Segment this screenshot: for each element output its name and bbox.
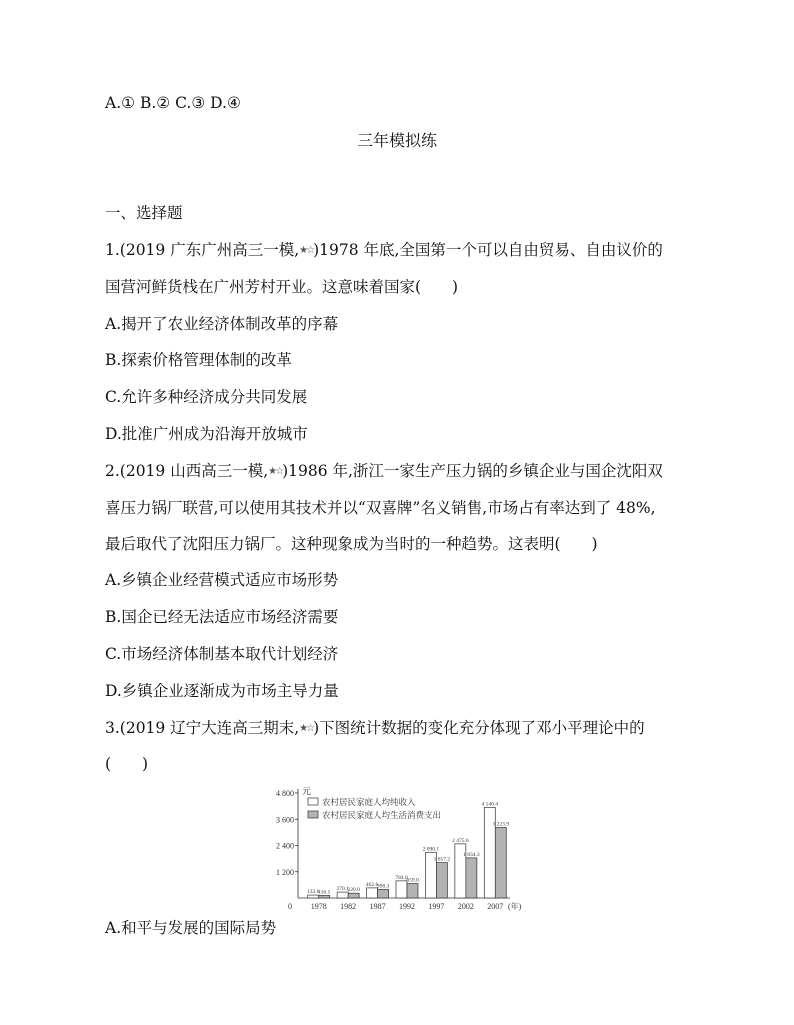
- data-label: 2 090.1: [422, 846, 440, 853]
- bar-income: [367, 888, 378, 898]
- x-tick-label: 2007: [487, 902, 504, 911]
- previous-question-options: A.① B.② C.③ D.④: [105, 94, 241, 112]
- data-label: 4 140.4: [481, 801, 499, 808]
- q3-source: 3.(2019 辽宁大连高三期末,: [105, 719, 300, 737]
- q3-stem: )下图统计数据的变化充分体现了邓小平理论中的: [313, 719, 645, 737]
- bar-expense: [378, 889, 389, 898]
- star-icon: ★☆: [268, 466, 283, 477]
- q3-option-a: A.和平与发展的国际局势: [105, 919, 277, 937]
- x-axis-unit-label: (年): [508, 902, 522, 911]
- q1-option-c: C.允许多种经济成分共同发展: [105, 388, 308, 406]
- legend-swatch: [308, 811, 318, 818]
- data-label: 3 223.9: [492, 821, 510, 828]
- bar-expense: [319, 895, 330, 898]
- data-label: 398.3: [376, 883, 390, 890]
- bar-expense: [436, 863, 447, 898]
- part-heading: 一、选择题: [105, 204, 183, 222]
- bar-expense: [495, 827, 506, 898]
- x-tick-label: 1978: [310, 902, 327, 911]
- q1-option-d: D.批准广州成为沿海开放城市: [105, 425, 308, 443]
- q2-option-b: B.国企已经无法适应市场经济需要: [105, 608, 339, 626]
- bar-expense: [348, 893, 359, 898]
- y-tick-label: 1 200: [276, 867, 294, 877]
- origin-label: 0: [288, 902, 292, 911]
- data-label: 270.1: [336, 886, 349, 893]
- q2-line2: 喜压力锅厂联营,可以使用其技术并以“双喜牌”名义销售,市场占有率达到了 48%,: [105, 499, 656, 517]
- q1-line1: [105, 240, 663, 263]
- y-tick-label: 4 800: [276, 789, 294, 798]
- bar-expense: [466, 858, 477, 898]
- y-tick-label: 3 600: [276, 815, 294, 825]
- star-icon: ★☆: [299, 245, 314, 256]
- legend-label: 农村居民家庭人均纯收入: [322, 797, 416, 807]
- y-axis-unit-label: 元: [302, 786, 312, 796]
- bar-income: [308, 895, 319, 898]
- q1-option-b: B.探索价格管理体制的改革: [105, 351, 292, 369]
- q2-line3: 最后取代了沈阳压力锅厂。这种现象成为当时的一种趋势。这表明( ): [105, 535, 598, 553]
- section-title: 三年模拟练: [356, 131, 437, 150]
- x-tick-label: 2002: [457, 902, 474, 911]
- star-icon: ★☆: [299, 723, 314, 734]
- q2-option-a: A.乡镇企业经营模式适应市场形势: [105, 571, 339, 589]
- data-label: 462.6: [365, 881, 379, 888]
- legend-label: 农村居民家庭人均生活消费支出: [322, 810, 442, 820]
- data-label: 1 617.2: [433, 856, 451, 863]
- data-label: 133.6: [307, 889, 320, 896]
- data-label: 116.1: [318, 889, 331, 896]
- q3-line1: [105, 718, 645, 741]
- q2-line1: [105, 461, 663, 484]
- data-label: 784.0: [395, 874, 408, 881]
- x-tick-label: 1987: [369, 902, 386, 911]
- q1-line2: 国营河鲜货栈在广州芳村开业。这意味着国家( ): [105, 278, 459, 296]
- x-tick-label: 1982: [340, 902, 357, 911]
- q2-option-d: D.乡镇企业逐渐成为市场主导力量: [105, 682, 339, 700]
- x-tick-label: 1997: [428, 902, 445, 911]
- q2-option-c: C.市场经济体制基本取代计划经济: [105, 645, 339, 663]
- data-label: 2 475.6: [452, 837, 469, 844]
- q1-source: 1.(2019 广东广州高三一模,: [105, 241, 300, 259]
- legend-swatch: [308, 798, 318, 805]
- q2-stem: )1986 年,浙江一家生产压力锅的乡镇企业与国企沈阳双: [282, 462, 663, 480]
- data-label: 220.0: [347, 887, 360, 894]
- x-tick-label: 1992: [399, 902, 415, 911]
- q1-option-a: A.揭开了农业经济体制改革的序幕: [105, 315, 339, 333]
- q1-stem: )1978 年底,全国第一个可以自由贸易、自由议价的: [313, 241, 663, 259]
- y-tick-label: 2 400: [276, 841, 294, 851]
- bar-expense: [407, 884, 418, 898]
- income-chart: [0, 783, 794, 918]
- data-label: 659.0: [406, 877, 419, 884]
- data-label: 1 834.3: [463, 851, 480, 858]
- q3-line2: ( ): [105, 755, 149, 773]
- q2-source: 2.(2019 山西高三一模,: [105, 462, 269, 480]
